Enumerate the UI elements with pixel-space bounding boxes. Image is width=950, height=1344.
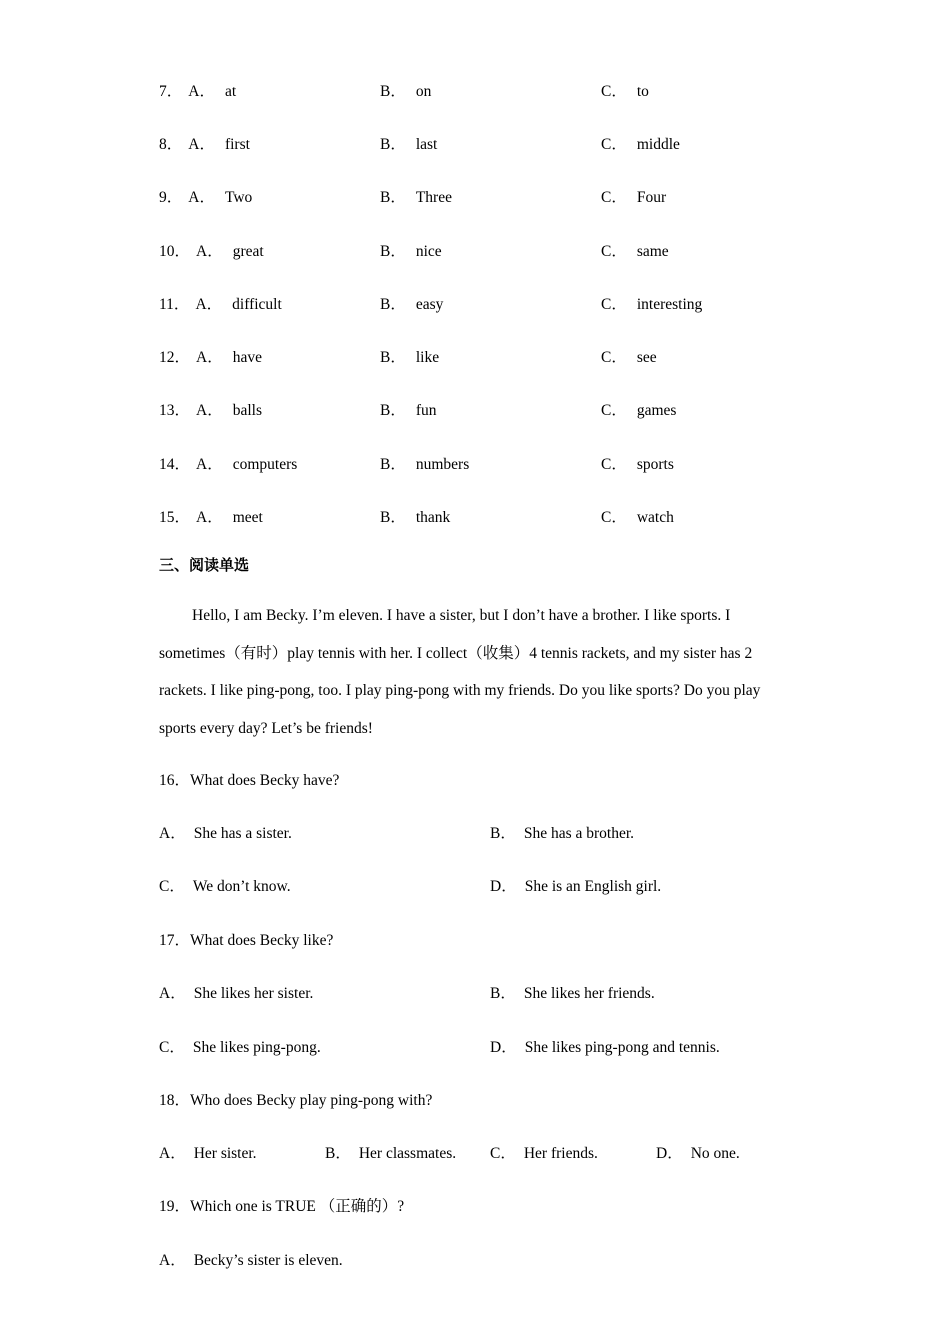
option-letter: A． [188,189,215,206]
option-letter: D． [656,1145,683,1162]
cloze-row [159,84,236,100]
option-a: computers [232,456,298,473]
option-a: great [232,243,264,260]
option-b: easy [415,296,444,313]
option-letter: C． [601,189,627,206]
option-letter: A． [159,985,186,1002]
option-text: She likes ping-pong. [192,1039,321,1056]
cloze-row [159,510,263,526]
option-b-cell [380,137,437,153]
cloze-row [159,137,250,153]
option-letter: B． [380,243,406,260]
option-letter: B． [380,136,406,153]
answer-option [159,879,291,895]
option-letter: C． [601,349,627,366]
question-number: 13． [159,402,191,419]
option-b: last [415,136,438,153]
option-letter: A． [196,243,223,260]
option-c-cell [601,137,680,153]
option-b-cell [380,244,442,260]
option-c-cell [601,297,702,313]
option-text: Becky’s sister is eleven. [193,1252,343,1269]
cloze-row [159,244,264,260]
option-letter: A． [195,296,223,313]
question-number: 12． [159,349,191,366]
option-text: We don’t know. [192,878,291,895]
option-letter: A． [159,1145,186,1162]
option-letter: A． [188,83,215,100]
option-b: fun [415,402,437,419]
reading-passage [159,597,799,747]
option-b-cell [380,350,439,366]
option-letter: A． [196,456,223,473]
option-letter: C． [601,83,627,100]
option-a: balls [232,402,262,419]
option-text: No one. [690,1145,740,1162]
option-text: She likes her sister. [193,985,314,1002]
answer-option [490,879,661,895]
question-text: What does Becky have? [190,772,340,789]
option-b: numbers [415,456,470,473]
option-letter: B． [490,985,516,1002]
option-c: games [636,402,677,419]
option-b: thank [415,509,451,526]
option-text: She has a sister. [193,825,292,842]
question-number: 10． [159,243,191,260]
cloze-row [159,297,282,313]
option-c: middle [636,136,680,153]
answer-option [159,1040,321,1056]
option-b-cell [380,510,450,526]
option-a: Two [224,189,253,206]
option-c-cell [601,510,674,526]
option-c: interesting [636,296,703,313]
question-number: 19． [159,1198,191,1215]
option-c: to [636,83,649,100]
option-b-cell [380,457,469,473]
option-a: first [224,136,250,153]
question-16 [159,773,339,789]
option-letter: A． [196,402,223,419]
option-letter: C． [601,456,627,473]
option-letter: C． [601,296,627,313]
option-a: at [224,83,237,100]
option-letter: B． [380,296,406,313]
answer-option [490,986,655,1002]
option-b: on [415,83,432,100]
option-a: difficult [232,296,282,313]
question-number: 8． [159,136,183,153]
option-c: same [636,243,669,260]
option-text: She has a brother. [523,825,635,842]
answer-option [656,1146,740,1162]
option-c-cell [601,244,669,260]
question-number: 15． [159,509,191,526]
question-number: 9． [159,189,183,206]
answer-option [490,1146,598,1162]
option-letter: C． [601,243,627,260]
question-number: 14． [159,456,191,473]
option-letter: B． [325,1145,351,1162]
option-text: Her sister. [193,1145,257,1162]
option-b-cell [380,84,431,100]
option-letter: A． [188,136,215,153]
answer-option [490,1040,720,1056]
cloze-row [159,350,262,366]
option-text: She likes her friends. [523,985,655,1002]
question-number: 11． [159,296,190,313]
answer-option [490,826,634,842]
option-c: see [636,349,657,366]
question-number: 18． [159,1092,191,1109]
option-letter: C． [601,402,627,419]
option-a: meet [232,509,263,526]
option-a: have [232,349,262,366]
question-text: Who does Becky play ping-pong with? [190,1092,433,1109]
section-title: 三、阅读单选 [159,556,250,574]
cloze-row [159,403,262,419]
answer-option [159,826,292,842]
answer-option [325,1146,456,1162]
question-number: 16． [159,772,191,789]
option-letter: B． [380,83,406,100]
question-number: 7． [159,83,183,100]
question-18 [159,1093,432,1109]
option-letter: C． [159,1039,185,1056]
option-c-cell [601,190,666,206]
option-letter: A． [159,1252,186,1269]
question-number: 17． [159,932,191,949]
question-text: What does Becky like? [190,932,334,949]
option-letter: B． [490,825,516,842]
option-b: like [415,349,440,366]
option-letter: B． [380,456,406,473]
option-c-cell [601,403,676,419]
question-17 [159,933,333,949]
option-letter: A． [159,825,186,842]
option-letter: D． [490,878,517,895]
option-letter: C． [490,1145,516,1162]
option-letter: B． [380,509,406,526]
option-b-cell [380,297,443,313]
question-19 [159,1199,404,1215]
option-c-cell [601,457,674,473]
option-letter: B． [380,189,406,206]
cloze-row [159,457,297,473]
question-text: Which one is TRUE （正确的）? [190,1198,405,1215]
option-text: Her friends. [523,1145,598,1162]
option-text: Her classmates. [358,1145,457,1162]
answer-option [159,1146,257,1162]
answer-option [159,986,313,1002]
option-text: She is an English girl. [524,878,662,895]
option-letter: B． [380,349,406,366]
option-c: Four [636,189,667,206]
option-c: sports [636,456,674,473]
option-letter: D． [490,1039,517,1056]
option-letter: C． [601,509,627,526]
passage-text: Hello, I am Becky. I’m eleven. I have a sister, but I don’t have a brother. I like sports. I sometimes（有时）play tennis with her. I collect（收集）4 tennis rackets, and my sister has 2 rackets. I like ping-pong, too. I play ping-pong with my friends. Do you like sports? Do you play sports every day? Let’s be friends! [159,607,761,737]
option-c: watch [636,509,674,526]
option-b: Three [415,189,452,206]
option-letter: B． [380,402,406,419]
option-b-cell [380,403,437,419]
option-c-cell [601,84,649,100]
option-b-cell [380,190,452,206]
option-letter: C． [159,878,185,895]
cloze-row [159,190,252,206]
option-letter: C． [601,136,627,153]
option-letter: A． [196,349,223,366]
option-letter: A． [196,509,223,526]
option-text: She likes ping-pong and tennis. [524,1039,720,1056]
option-c-cell [601,350,657,366]
answer-option [159,1253,343,1269]
option-b: nice [415,243,442,260]
